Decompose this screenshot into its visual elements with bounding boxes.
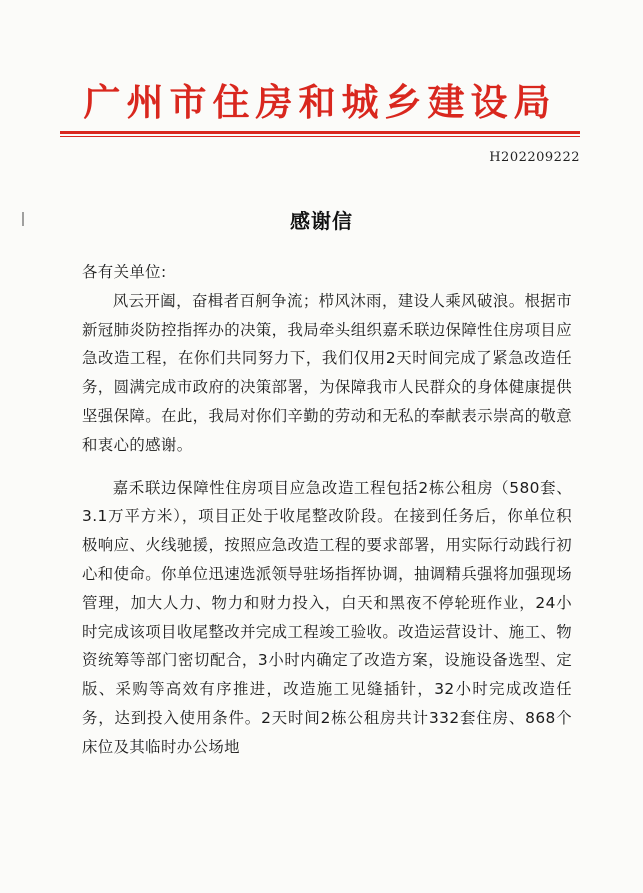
body-paragraph-2: 嘉禾联边保障性住房项目应急改造工程包括2栋公租房（580套、3.1万平方米），项目正处于收尾整改阶段。在接到任务后，你单位积极响应、火线驰援，按照应急改造工程的要求部署，用实际行动践行初心和使命。你单位迅速选派领导驻场指挥协调，抽调精兵强将加强现场管理，加大人力、物力和财力投入，白天和黑夜不停轮班作业，24小时完成该项目收尾整改并完成工程竣工验收。改造运营设计、施工、物资统筹等部门密切配合，3小时内确定了改造方案，设施设备选型、定版、采购等高效有序推进，改造施工见缝插针，32小时完成改造任务，达到投入使用条件。2天时间2栋公租房共计332套住房、868个床位及其临时办公场地: [82, 478, 572, 756]
body-paragraph-1: 风云开阖，奋楫者百舸争流；栉风沐雨，建设人乘风破浪。根据市新冠肺炎防控指挥办的决策，我局牵头组织嘉禾联边保障性住房项目应急改造工程，在你们共同努力下，我们仅用2天时间完成了紧急改造任务，圆满完成市政府的决策部署，为保障我市人民群众的身体健康提供坚强保障。在此，我局对你们辛勤的劳动和无私的奉献表示崇高的敬意和衷心的感谢。: [82, 291, 572, 454]
salutation: 各有关单位:: [82, 263, 167, 281]
document-number: H202209222: [489, 150, 580, 165]
letterhead-rule-thick: [60, 131, 580, 134]
letterhead-rule-thin: [60, 136, 580, 137]
document-title: 感谢信: [290, 209, 353, 233]
letterhead-org-name: 广州市住房和城乡建设局: [83, 80, 557, 124]
letter-body: [82, 258, 572, 762]
